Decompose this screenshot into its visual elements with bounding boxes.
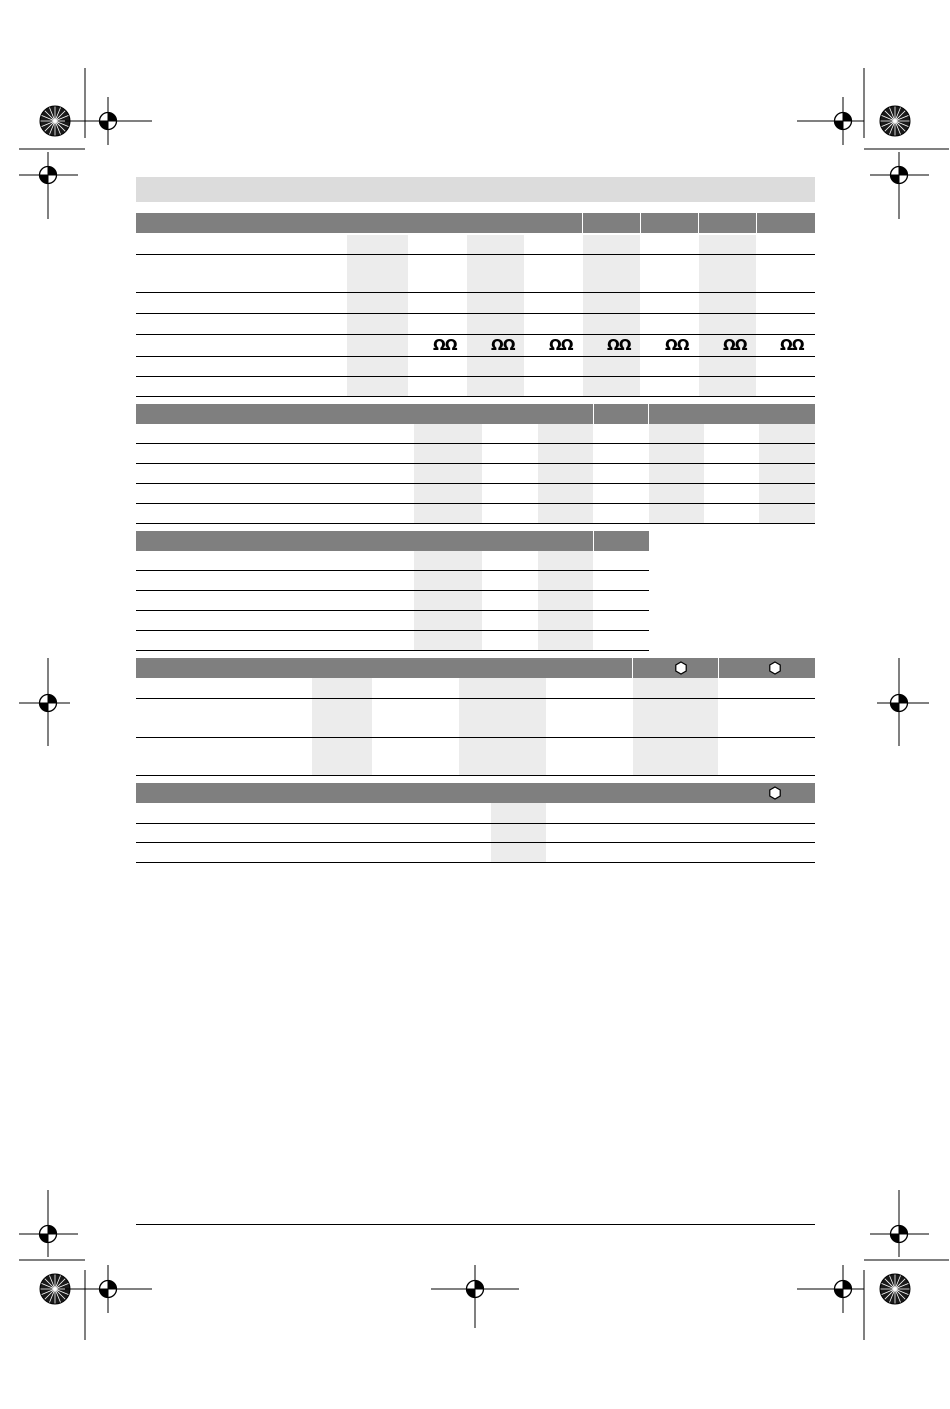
hexagon-nut-icon [768, 661, 782, 675]
table-1-shade-col [583, 235, 640, 396]
table-row [136, 334, 815, 335]
table-row [136, 443, 815, 444]
table-row [136, 842, 815, 843]
loop-arrows-icon: ΩΩ [665, 336, 689, 354]
table-row [136, 630, 649, 631]
table-row [136, 313, 815, 314]
table-row [136, 823, 815, 824]
table-row [136, 483, 815, 484]
table-2-shade-col [649, 424, 704, 523]
table-1-shade-col [467, 235, 524, 396]
hexagon-nut-icon [768, 786, 782, 800]
radial-starburst-icon [40, 1274, 70, 1304]
table-5-header [136, 783, 815, 803]
crosshair-target-icon [65, 1265, 152, 1313]
title-band [136, 177, 815, 202]
table-3-shade-col [414, 551, 482, 650]
table-row [136, 376, 815, 377]
loop-arrows-icon: ΩΩ [780, 336, 804, 354]
loop-arrows-icon: ΩΩ [433, 336, 457, 354]
table-2-shade-col [759, 424, 815, 523]
table-row [136, 610, 649, 611]
table-row [136, 737, 815, 738]
crosshair-target-icon [797, 97, 864, 145]
crosshair-target-icon [65, 97, 152, 145]
table-row [136, 503, 815, 504]
crosshair-target-icon [877, 658, 929, 746]
loop-arrows-icon: ΩΩ [549, 336, 573, 354]
table-2-shade-col [414, 424, 482, 523]
table-row [136, 698, 815, 699]
table-1-shade-col [699, 235, 756, 396]
table-row [136, 590, 649, 591]
table-row [136, 862, 815, 863]
table-3-shade-col [538, 551, 593, 650]
crosshair-target-icon [19, 1190, 78, 1257]
table-2-shade-col [538, 424, 593, 523]
table-4-header [136, 658, 815, 678]
radial-starburst-icon [40, 106, 70, 136]
table-row [136, 396, 815, 397]
crosshair-target-icon [870, 1190, 929, 1257]
table-4-shade-col [633, 678, 718, 775]
radial-starburst-icon [880, 1274, 910, 1304]
crosshair-target-icon [870, 152, 929, 219]
table-row [136, 463, 815, 464]
table-2-header [136, 404, 815, 424]
table-row [136, 292, 815, 293]
table-row [136, 570, 649, 571]
table-row [136, 523, 815, 524]
table-3-header [136, 531, 649, 551]
table-1-header [136, 213, 815, 233]
table-5-shade-col [491, 803, 546, 862]
loop-arrows-icon: ΩΩ [723, 336, 747, 354]
hexagon-nut-icon [674, 661, 688, 675]
crosshair-target-icon [797, 1265, 864, 1313]
loop-arrows-icon: ΩΩ [491, 336, 515, 354]
crosshair-target-icon [19, 152, 78, 219]
radial-starburst-icon [880, 106, 910, 136]
table-1-shade-col [347, 235, 408, 396]
crosshair-target-icon [431, 1265, 519, 1328]
table-row [136, 650, 649, 651]
table-row [136, 356, 815, 357]
crosshair-target-icon [19, 658, 70, 746]
table-row [136, 254, 815, 255]
loop-arrows-icon: ΩΩ [607, 336, 631, 354]
table-row [136, 775, 815, 776]
footer-rule [136, 1224, 815, 1225]
table-4-shade-col [312, 678, 372, 775]
table-4-shade-col [459, 678, 546, 775]
